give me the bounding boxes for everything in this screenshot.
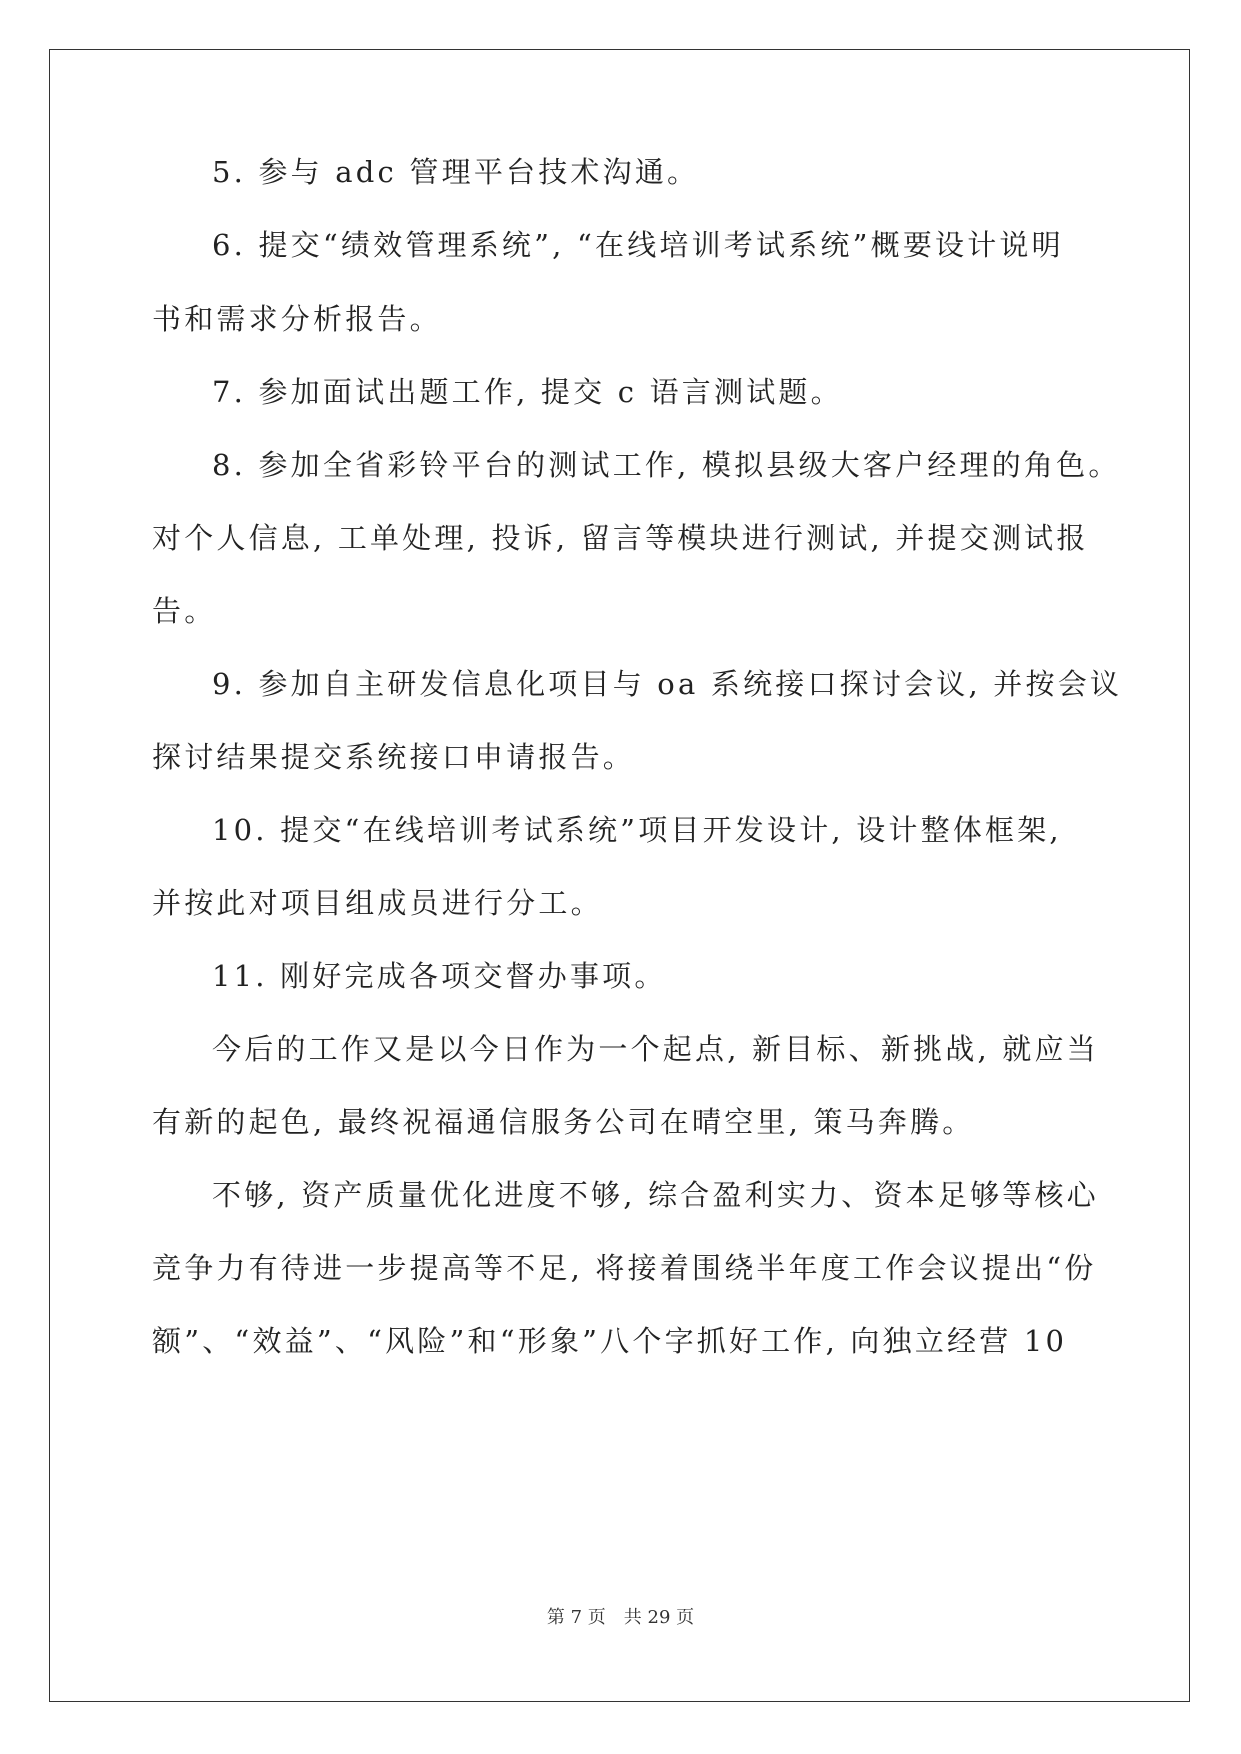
text-line: 9. 参加自主研发信息化项目与 oa 系统接口探讨会议, 并按会议 — [212, 667, 1123, 701]
text-line: 有新的起色, 最终祝福通信服务公司在晴空里, 策马奔腾。 — [152, 1105, 975, 1139]
text-line: 7. 参加面试出题工作, 提交 c 语言测试题。 — [212, 375, 843, 409]
current-page-number: 第 7 页 — [546, 1607, 606, 1628]
text-line: 10. 提交“在线培训考试系统”项目开发设计, 设计整体框架, — [212, 813, 1062, 847]
text-line: 6. 提交“绩效管理系统”, “在线培训考试系统”概要设计说明 — [212, 228, 1064, 262]
page-footer — [0, 1603, 1241, 1629]
total-page-count: 共 29 页 — [623, 1607, 695, 1628]
text-line: 不够, 资产质量优化进度不够, 综合盈利实力、资本足够等核心 — [212, 1178, 1099, 1212]
text-line: 并按此对项目组成员进行分工。 — [152, 886, 603, 920]
page-frame — [49, 49, 1190, 1702]
text-line: 额”、“效益”、“风险”和“形象”八个字抓好工作, 向独立经营 10 — [152, 1324, 1068, 1358]
text-line: 竞争力有待进一步提高等不足, 将接着围绕半年度工作会议提出“份 — [152, 1251, 1097, 1285]
text-line: 11. 刚好完成各项交督办事项。 — [212, 959, 667, 993]
text-line: 探讨结果提交系统接口申请报告。 — [152, 740, 636, 774]
text-line: 告。 — [152, 594, 217, 628]
text-line: 书和需求分析报告。 — [152, 302, 442, 336]
text-line: 今后的工作又是以今日作为一个起点, 新目标、新挑战, 就应当 — [212, 1032, 1099, 1066]
text-line: 5. 参与 adc 管理平台技术沟通。 — [212, 155, 700, 189]
text-line: 对个人信息, 工单处理, 投诉, 留言等模块进行测试, 并提交测试报 — [152, 521, 1089, 555]
text-line: 8. 参加全省彩铃平台的测试工作, 模拟县级大客户经理的角色。 — [212, 448, 1121, 482]
